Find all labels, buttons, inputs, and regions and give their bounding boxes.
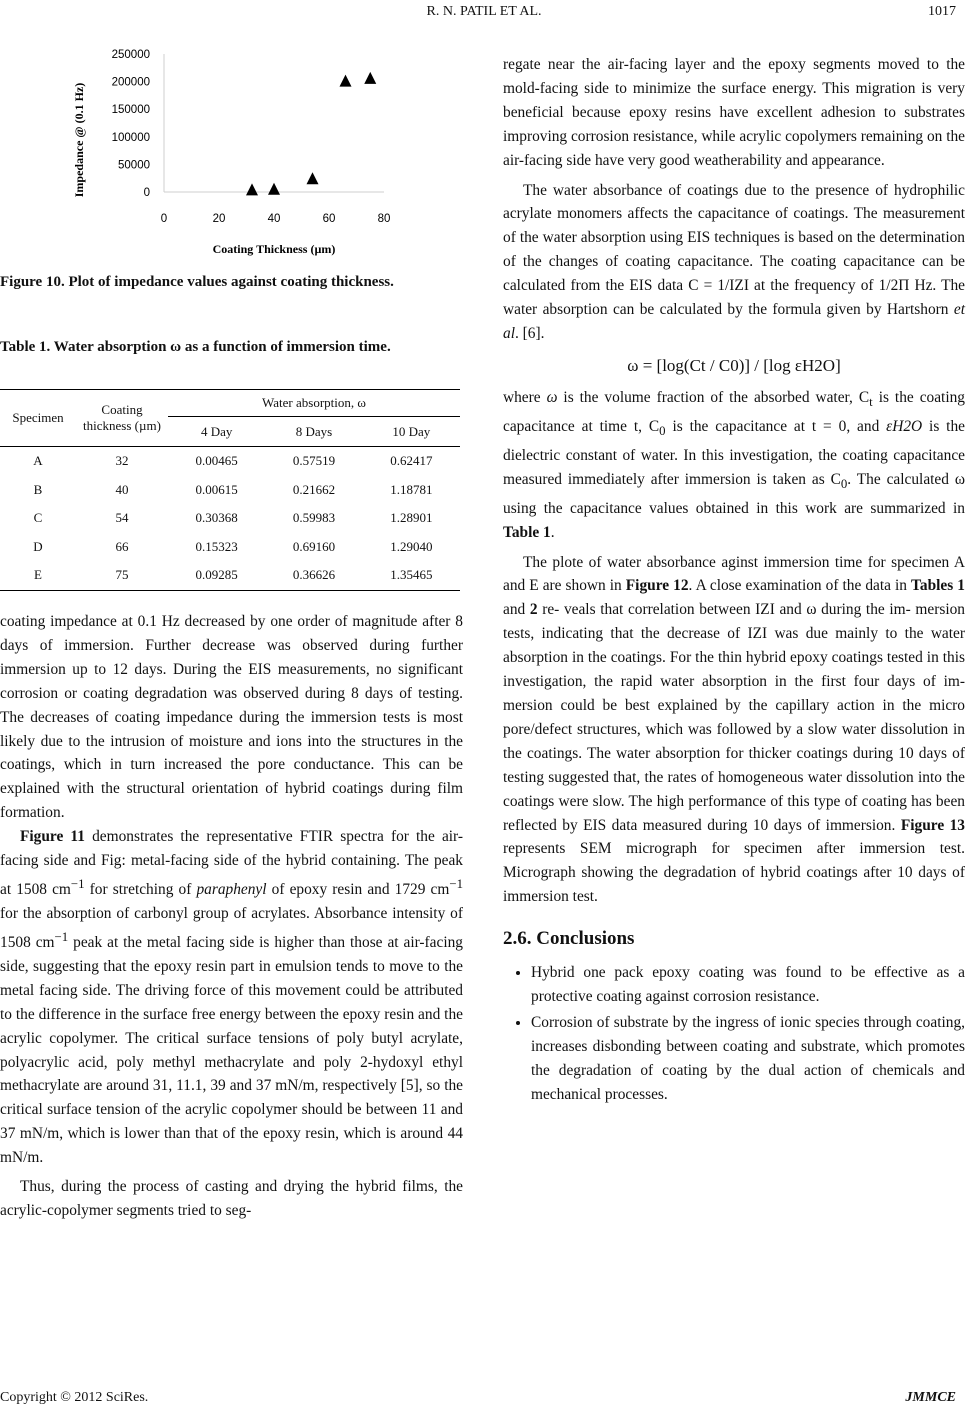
table-cell: 0.00615	[195, 481, 238, 497]
paragraph: regate near the air-facing layer and the epoxy segments moved to the mold-facing side to minimize the surface energy. This migration is very beneficial because epoxy resins have excellent adhesion to substrates improving corrosion resistance, while acrylic copolymers remaining on the air-facing side have very good weatherability and appearance.	[503, 56, 966, 169]
paragraph: The water absorbance of coatings due to the presence of hydrophilic acrylate monomers affects the capacitance of coatings. The measurement of the water absorption using EIS techniques is based on the determination of the changes of coating capacitance. The coating capacitance can be calculated from the EIS data C = 1/IZI at the frequency of 1/2Π Hz. The water absorption can be calculated by the formula given by Hartshorn et al. [6].	[503, 181, 965, 342]
table-cell: 0.09285	[195, 567, 238, 583]
data-point-triangle	[307, 172, 319, 184]
table-ref: 2	[529, 601, 538, 619]
paragraph: Figure 11 demonstrates the representative FTIR spectra for the air-facing side and Fig: metal-facing side of the hybrid containing. The peak at 1508 $cm^{-1}$ for stretching of paraphenyl of epoxy resin and 1729 $cm^{-1}$ for the absorption of carbonyl group of acrylates. Absorbance intensity of 1508 $cm^{-1}$ peak at the metal facing side is higher than those at air-facing side, suggesting that the epoxy resin part in emulsion tends to move to the metal facing side. The driving force of this movement could be attributed to the difference in the surface free energy between the epoxy resin and the acrylic copolymer. The critical surface tensions of poly butyl acrylate, polyacrylic acid, poly methyl methacrylate and poly 2-hydoxyl ethyl methacrylate are around 31, 11.1, 39 and 37 mN/m, respectively [5], so the critical surface tension of the acrylic copolymer should be between 11 and 37 mN/m, which is lower than that of the epoxy resin, which is around 44 mN/m.	[0, 828, 463, 1167]
table-cell: E	[34, 567, 42, 583]
conclusions-list	[503, 961, 965, 1106]
table-row	[0, 561, 460, 590]
table-cell: D	[33, 538, 43, 554]
list-item: • Hybrid one pack epoxy coating was found to be effective as a protective coating against corrosion resistance.	[531, 961, 965, 1009]
x-axis-label: Coating Thickness (µm)	[212, 242, 336, 256]
right-column-text	[503, 53, 965, 1108]
col-water-absorption: Water absorption, ω	[168, 390, 460, 417]
page-number: 1017	[928, 4, 956, 19]
table-cell: 0.21662	[292, 481, 336, 497]
x-tick-label: 20	[212, 213, 226, 225]
y-axis-label: Impedance @ (0.1 Hz)	[72, 82, 86, 198]
table-cell: 40	[115, 481, 129, 497]
section-heading: 2.6. Conclusions	[503, 928, 635, 950]
table-cell: 0.69160	[292, 538, 336, 554]
col-day-8: 8 Days	[295, 423, 333, 439]
table-cell: A	[33, 453, 43, 469]
data-point-triangle	[246, 183, 258, 195]
list-item: • Corrosion of substrate by the ingress of ionic species through coating, increases disbonding between coating and substrate, which promotes the degradation of coating by the dual action of chemicals and mechanical processes.	[531, 1011, 965, 1107]
table-cell: 54	[115, 510, 129, 526]
x-tick-label: 80	[377, 213, 391, 225]
table-cell: 1.35465	[390, 567, 433, 583]
data-point-triangle	[340, 75, 352, 87]
col-specimen: Specimen	[12, 410, 64, 425]
paragraph: where ω is the volume fraction of the absorbed water, $C_t$ is the coating capacitance at time t, $C_0$ is the capacitance at t = 0, and εH2O is the dielectric constant of water. In this investigation, the coating capacitance measured immediately after immersion is taken as $C_0$. The calculated ω using the capacitance values obtained in this work are summarized in Table 1.	[503, 388, 965, 541]
table-cell: B	[33, 481, 43, 497]
table-cell: 1.18781	[390, 481, 433, 497]
impedance-chart	[50, 40, 410, 262]
running-title: R. N. PATIL ET AL.	[426, 4, 542, 19]
copyright: Copyright © 2012 SciRes.	[0, 1390, 149, 1405]
paragraph: coating impedance at 0.1 Hz decreased by one order of magnitude after 8 days of immersion. Further decrease was observed during further immersion up to 12 days. During the EIS measurements, no significant corrosion or coating degradation was observed during 8 days of testing. The decreases of coating impedance during the immersion tests is most likely due to the intrusion of moisture and ions into the structures in the coatings, which in turn increased the pore conductance. This can be explained with the structural orientation of hybrid coatings during film formation.	[0, 613, 463, 822]
left-column-text	[0, 610, 463, 1223]
y-tick-label: 250000	[111, 49, 150, 61]
table-cell: 0.30368	[195, 510, 238, 526]
y-tick-label: 50000	[118, 159, 150, 172]
figure-10-caption: Figure 10. Plot of impedance values against coating thickness.	[0, 274, 394, 290]
y-tick-label: 100000	[111, 131, 150, 144]
table-row	[0, 504, 460, 533]
data-point-triangle	[364, 72, 376, 84]
x-tick-label: 60	[322, 213, 336, 225]
table-cell: 0.00465	[195, 453, 238, 469]
table-1-caption-text: Table 1. Water absorption ω as a function of immersion time.	[0, 339, 391, 355]
table-cell: 0.36626	[292, 567, 336, 583]
y-tick-label: 0	[143, 187, 150, 199]
table-cell: C	[33, 510, 43, 526]
water-absorption-formula: ω = [log(Ct / C0)] / [log εH2O]	[627, 355, 841, 375]
col-thickness: Coating thickness (µm)	[83, 402, 161, 433]
table-row	[0, 533, 460, 562]
journal-name: JMMCE	[905, 1390, 956, 1405]
table-cell: 0.57519	[292, 453, 336, 469]
x-tick-label: 40	[267, 213, 281, 225]
table-ref: Tables 1	[911, 577, 965, 595]
table-cell: 32	[115, 453, 129, 469]
table-cell: 66	[115, 538, 129, 554]
table-cell: 75	[115, 567, 129, 583]
data-point-triangle	[268, 183, 280, 195]
figure-ref: Figure 11	[20, 828, 85, 846]
figure-ref: Figure 13	[900, 816, 965, 834]
table-cell: 1.28901	[390, 510, 433, 526]
figure-ref: Figure 12	[625, 577, 689, 595]
table-cell: 0.62417	[390, 453, 433, 469]
running-header	[0, 4, 968, 26]
table-row	[0, 476, 460, 505]
col-day-10: 10 Day	[392, 423, 431, 439]
y-tick-label: 150000	[111, 104, 150, 117]
x-tick-label: 0	[160, 213, 168, 225]
table-cell: 1.29040	[390, 538, 433, 554]
table-cell: 0.15323	[195, 538, 238, 554]
paragraph: The plote of water absorbance aginst immersion time for specimen A and E are shown in Figure 12. A close examination of the data in Tables 1 and 2 re- veals that correlation between IZI and ω during the im- mersion tests, indicating that the decrease of IZI was due mainly to the water absorption in the coatings. For the thin hybrid epoxy coatings tested in this investigation, the rapid water absorption in the first four days of im- mersion could be best explained by the capillary action in the micro pore/defect structures, which was followed by a slow water dissolution in the coatings. The water absorption for thicker coatings during 10 days of testing suggested that, the rates of homogeneous water dissolution into the coatings were slow. The high performance of this type of coating has been reflected by EIS data measured during 10 days of immersion. Figure 13 represents SEM micrograph for specimen after immersion test. Micrograph showing the degradation of hybrid coatings after 10 days of immersion test.	[503, 553, 965, 906]
table-1-caption	[0, 337, 463, 357]
table-cell: 0.59983	[292, 510, 336, 526]
paragraph: Thus, during the process of casting and drying the hybrid films, the acrylic-copolymer segments tried to seg-	[0, 1178, 463, 1219]
water-absorption-table	[0, 389, 460, 591]
col-day-4: 4 Day	[200, 423, 233, 439]
y-tick-label: 200000	[111, 76, 150, 89]
table-row	[0, 447, 460, 476]
table-ref: Table 1	[503, 523, 551, 541]
